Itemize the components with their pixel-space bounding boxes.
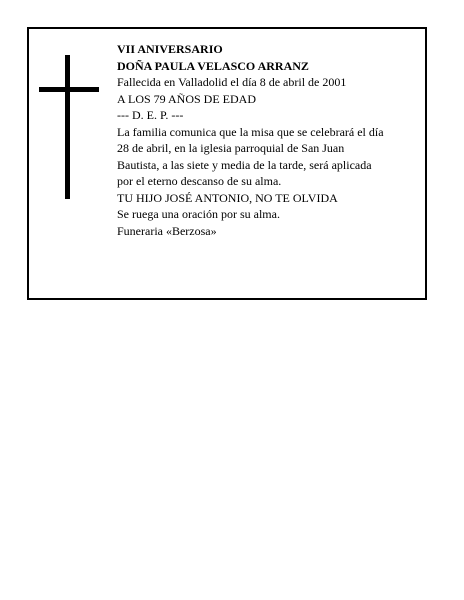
cross-vertical-bar [65, 55, 70, 199]
cross-icon [39, 55, 99, 199]
message-line: por el eterno descanso de su alma. [117, 174, 282, 188]
funeral-home: Funeraria «Berzosa» [117, 223, 217, 238]
cross-horizontal-bar [39, 87, 99, 92]
message-line: Bautista, a las siete y media de la tarde, será aplicada [117, 157, 372, 172]
age-info: A LOS 79 AÑOS DE EDAD [117, 91, 257, 106]
prayer-request: Se ruega una oración por su alma. [117, 207, 280, 221]
rip-line: --- D. E. P. --- [117, 108, 184, 122]
obituary-text [117, 41, 423, 239]
message-line: La familia comunica que la misa que se celebrará el día [117, 124, 384, 139]
message-line: 28 de abril, en la iglesia parroquial de San Juan [117, 141, 345, 155]
death-info: Fallecida en Valladolid el día 8 de abril de 2001 [117, 75, 347, 89]
dedication-line: TU HIJO JOSÉ ANTONIO, NO TE OLVIDA [117, 190, 338, 205]
obituary-notice [27, 27, 427, 300]
deceased-name: DOÑA PAULA VELASCO ARRANZ [117, 58, 309, 73]
anniversary-heading: VII ANIVERSARIO [117, 42, 223, 56]
